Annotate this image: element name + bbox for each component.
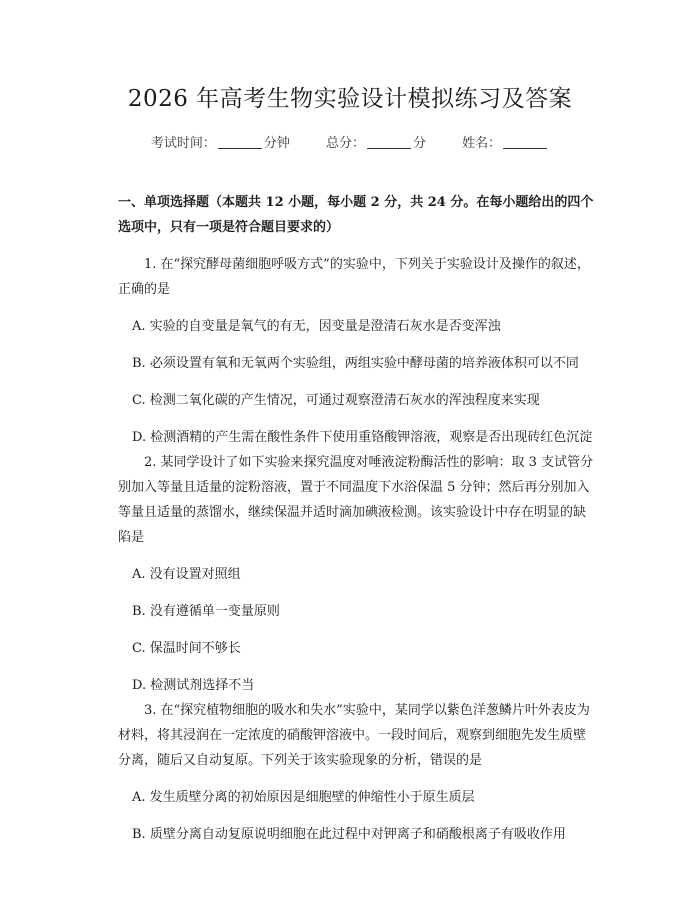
total-score-field (326, 136, 430, 151)
question-block (118, 450, 598, 698)
question-option: A. 没有设置对照组 (132, 567, 241, 582)
total-score-blank (367, 136, 411, 149)
question-option: C. 保温时间不够长 (132, 641, 241, 656)
section-heading: 一、单项选择题（本题共 12 小题，每小题 2 分，共 24 分。在每小题给出的四个选项中，只有一项是符合题目要求的） (118, 195, 594, 235)
exam-info (0, 132, 700, 151)
total-score-label: 总分： (325, 136, 365, 151)
exam-time-label: 考试时间： (150, 136, 216, 151)
name-field (462, 136, 549, 151)
question-option: C. 检测二氧化碳的产生情况，可通过观察澄清石灰水的浑浊程度来实现 (132, 393, 540, 408)
name-label: 姓名： (462, 136, 502, 151)
question-option: B. 质壁分离自动复原说明细胞在此过程中对钾离子和硝酸根离子有吸收作用 (132, 827, 566, 842)
exam-time-blank (218, 136, 262, 149)
total-score-unit: 分 (413, 136, 427, 151)
question-option: D. 检测试剂选择不当 (132, 678, 255, 693)
exam-time-unit: 分钟 (263, 136, 290, 151)
name-blank (503, 136, 547, 149)
document-body (118, 190, 598, 847)
question-option: A. 发生质壁分离的初始原因是细胞壁的伸缩性小于原生质层 (132, 790, 475, 805)
question-stem: 1. 在“探究酵母菌细胞呼吸方式”的实验中，下列关于实验设计及操作的叙述，正确的是 (118, 257, 590, 297)
question-option: B. 必须设置有氧和无氧两个实验组，两组实验中酵母菌的培养液体积可以不同 (132, 356, 579, 371)
question-stem: 3. 在“探究植物细胞的吸水和失水”实验中，某同学以紫色洋葱鳞片叶外表皮为材料，将其浸润在一定浓度的硝酸钾溶液中。一段时间后，观察到细胞先发生质壁分离，随后又自动复原。下列关于该实验现象的分析，错误的是 (118, 703, 590, 768)
question-block (118, 698, 598, 847)
question-option: D. 检测酒精的产生需在酸性条件下使用重铬酸钾溶液，观察是否出现砖红色沉淀 (132, 430, 593, 445)
exam-time-field (151, 136, 294, 151)
question-block (118, 252, 598, 450)
page-title: 2026 年高考生物实验设计模拟练习及答案 (127, 86, 573, 112)
question-option: A. 实验的自变量是氧气的有无，因变量是澄清石灰水是否变浑浊 (132, 319, 501, 334)
question-option: B. 没有遵循单一变量原则 (132, 604, 280, 619)
question-stem: 2. 某同学设计了如下实验来探究温度对唾液淀粉酶活性的影响：取 3 支试管分别加入等量且适量的淀粉溶液，置于不同温度下水浴保温 5 分钟；然后再分别加入等量且适量的蒸馏水，继续保温并适时滴加碘液检测。该实验设计中存在明显的缺陷是 (118, 455, 594, 545)
